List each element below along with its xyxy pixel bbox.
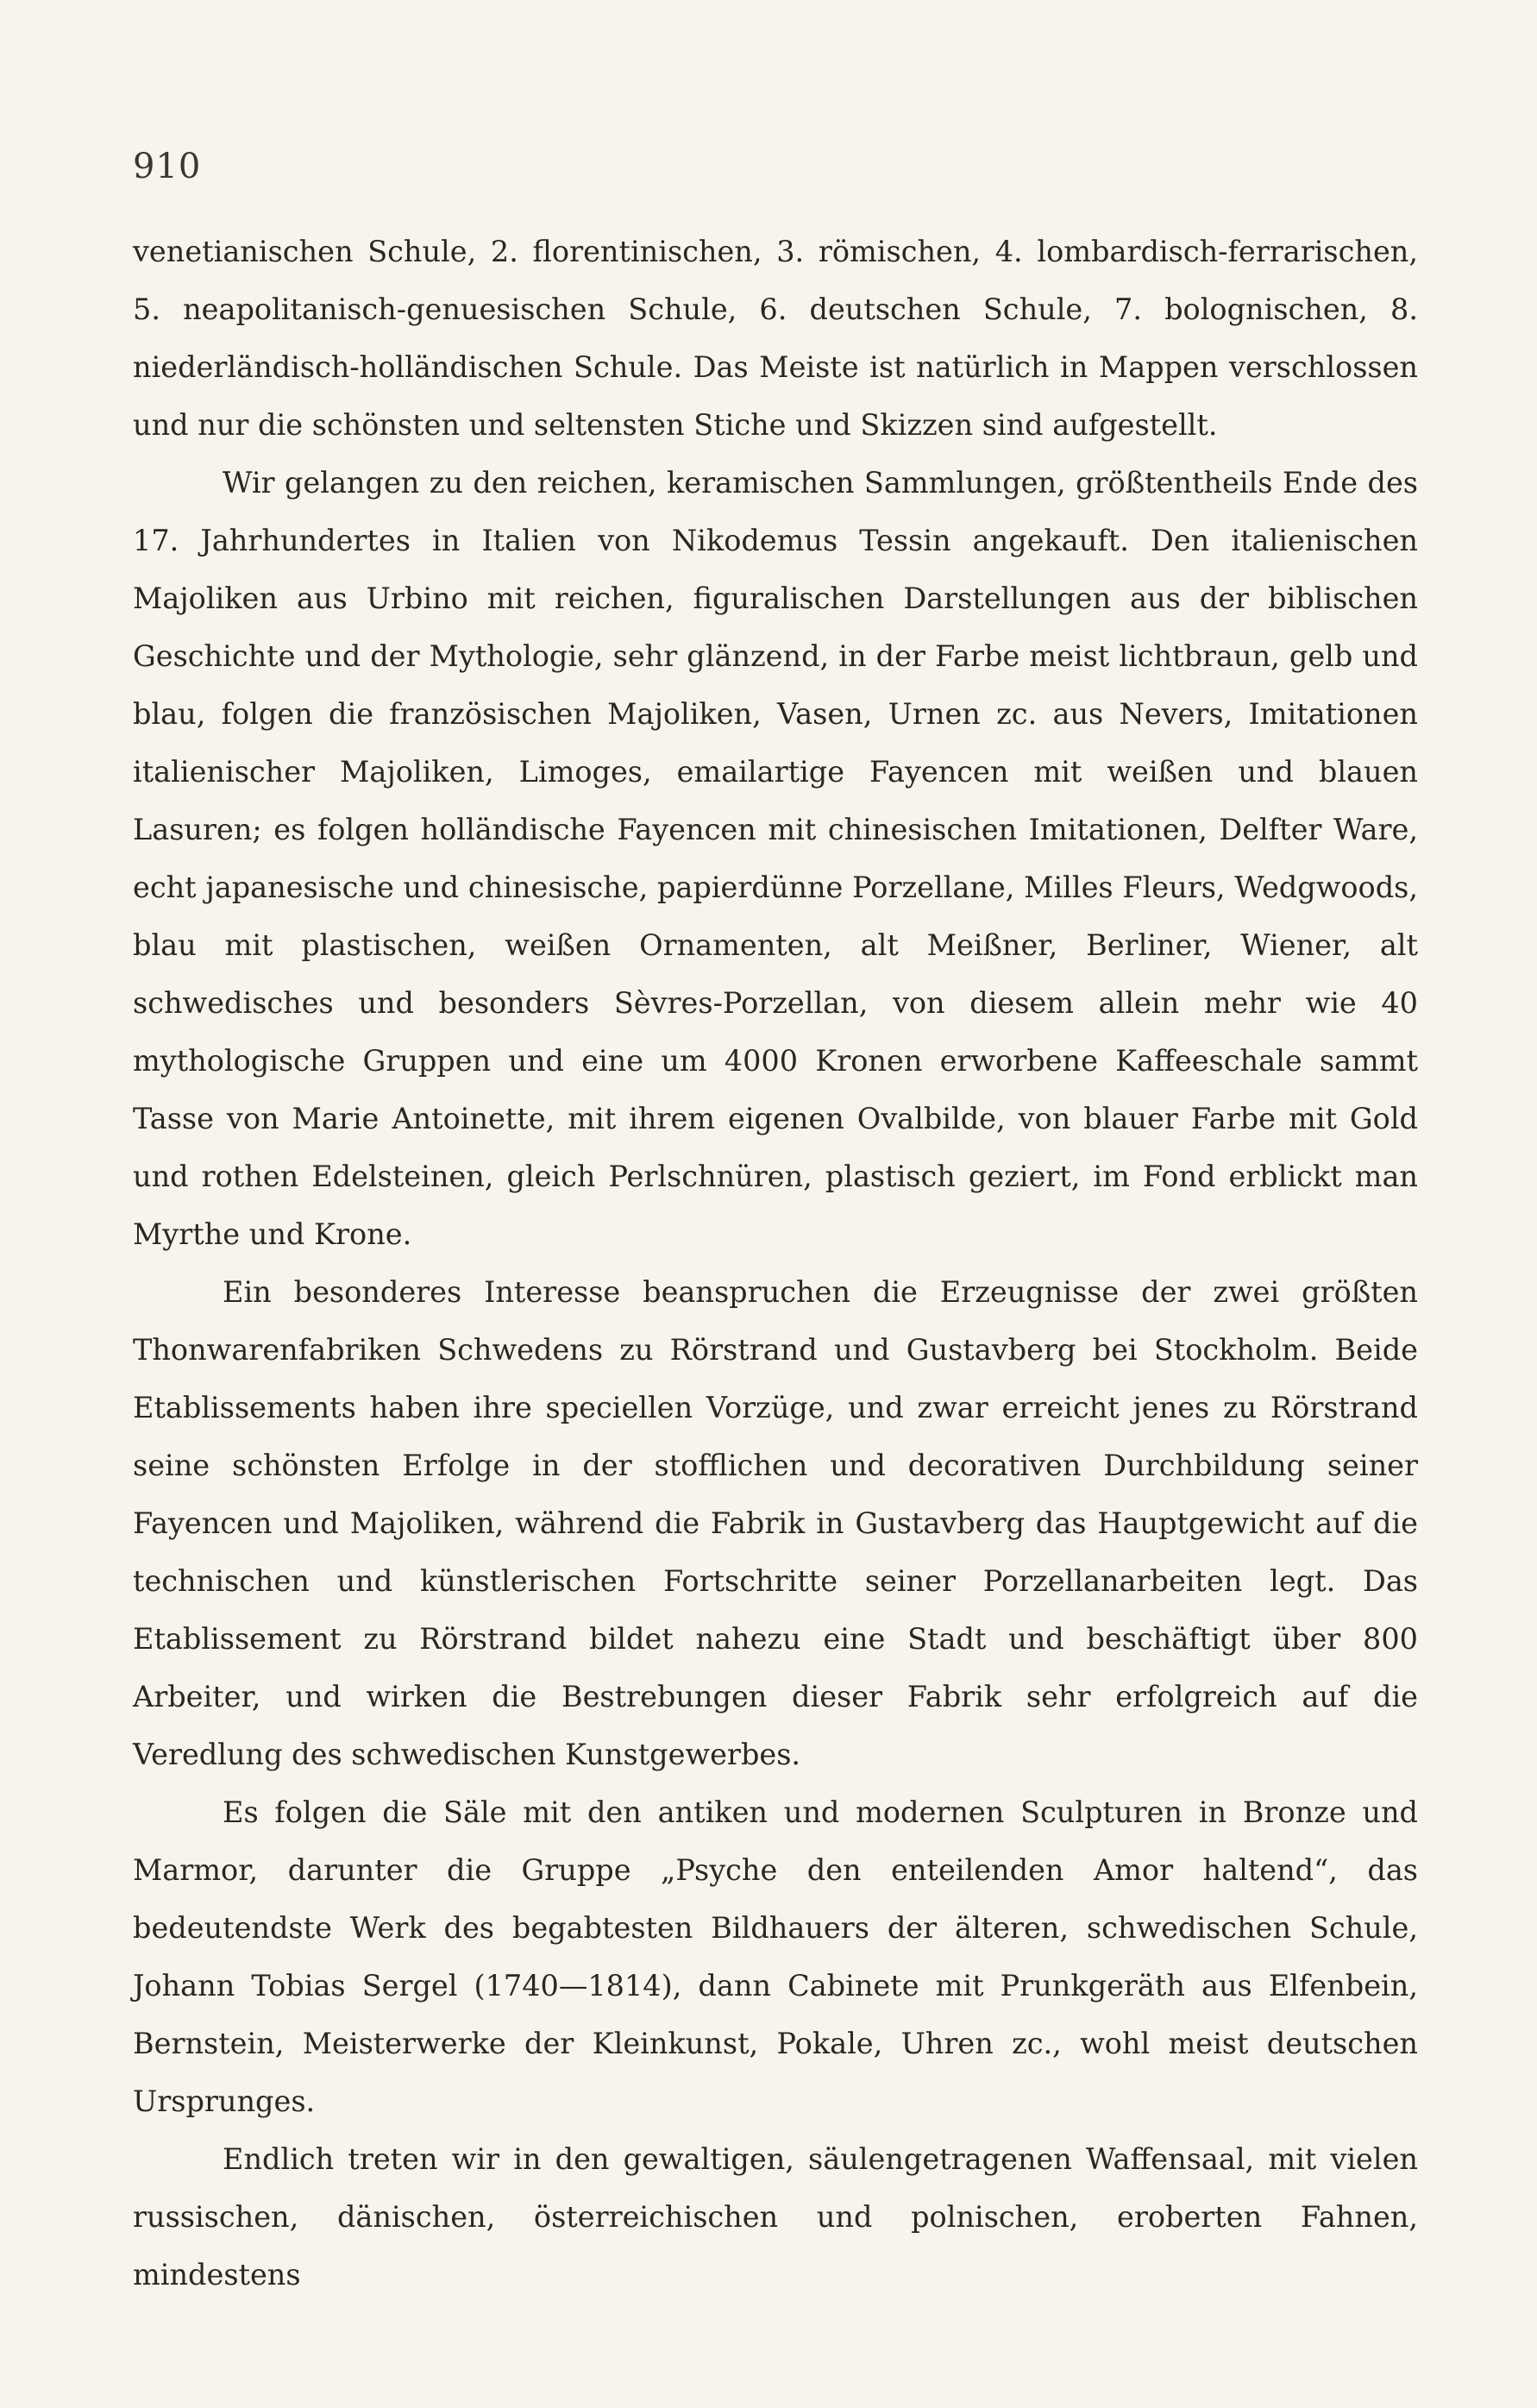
body-text: [133, 223, 1418, 2304]
paragraph-1: venetianischen Schule, 2. florentinischen, 3. römischen, 4. lombardisch-ferrarischen, 5. neapolitanisch-genuesischen Schule, 6. deutschen Schule, 7. bolognischen, 8. niederländisch-holländischen Schule. Das Meiste ist natürlich in Mappen verschlossen und nur die schönsten und seltensten Stiche und Skizzen sind aufgestellt.: [133, 235, 1418, 442]
paragraph-4: Es folgen die Säle mit den antiken und modernen Sculpturen in Bronze und Marmor, darunter die Gruppe „Psyche den enteilenden Amor haltend“, das bedeutendste Werk des begabtesten Bildhauers der älteren, schwedischen Schule, Johann Tobias Sergel (1740—1814), dann Cabinete mit Prunkgeräth aus Elfenbein, Bernstein, Meisterwerke der Kleinkunst, Pokale, Uhren zc., wohl meist deutschen Ursprunges.: [133, 1795, 1418, 2118]
paragraph-2: Wir gelangen zu den reichen, keramischen Sammlungen, größtentheils Ende des 17. Jahrhundertes in Italien von Nikodemus Tessin angekauft. Den italienischen Majoliken aus Urbino mit reichen, figuralischen Darstellungen aus der biblischen Geschichte und der Mythologie, sehr glänzend, in der Farbe meist lichtbraun, gelb und blau, folgen die französischen Majoliken, Vasen, Urnen zc. aus Nevers, Imitationen italienischer Majoliken, Limoges, emailartige Fayencen mit weißen und blauen Lasuren; es folgen holländische Fayencen mit chinesischen Imitationen, Delfter Ware, echt japanesische und chinesische, papierdünne Porzellane, Milles Fleurs, Wedgwoods, blau mit plastischen, weißen Ornamenten, alt Meißner, Berliner, Wiener, alt schwedisches und besonders Sèvres-Porzellan, von diesem allein mehr wie 40 mythologische Gruppen und eine um 4000 Kronen erworbene Kaffeeschale sammt Tasse von Marie Antoinette, mit ihrem eigenen Ovalbilde, von blauer Farbe mit Gold und rothen Edelsteinen, gleich Perlschnüren, plastisch geziert, im Fond erblickt man Myrthe und Krone.: [133, 466, 1418, 1251]
page-number: 910: [133, 147, 202, 186]
paragraph-3: Ein besonderes Interesse beanspruchen die Erzeugnisse der zwei größten Thonwarenfabriken Schwedens zu Rörstrand und Gustavberg bei Stockholm. Beide Etablissements haben ihre speciellen Vorzüge, und zwar erreicht jenes zu Rörstrand seine schönsten Erfolge in der stofflichen und decorativen Durchbildung seiner Fayencen und Majoliken, während die Fabrik in Gustavberg das Hauptgewicht auf die technischen und künstlerischen Fortschritte seiner Porzellanarbeiten legt. Das Etablissement zu Rörstrand bildet nahezu eine Stadt und beschäftigt über 800 Arbeiter, und wirken die Bestrebungen dieser Fabrik sehr erfolgreich auf die Veredlung des schwedischen Kunstgewerbes.: [133, 1275, 1418, 1771]
paragraph-5: Endlich treten wir in den gewaltigen, säulengetragenen Waffensaal, mit vielen russischen, dänischen, österreichischen und polnischen, eroberten Fahnen, mindestens: [133, 2142, 1418, 2292]
